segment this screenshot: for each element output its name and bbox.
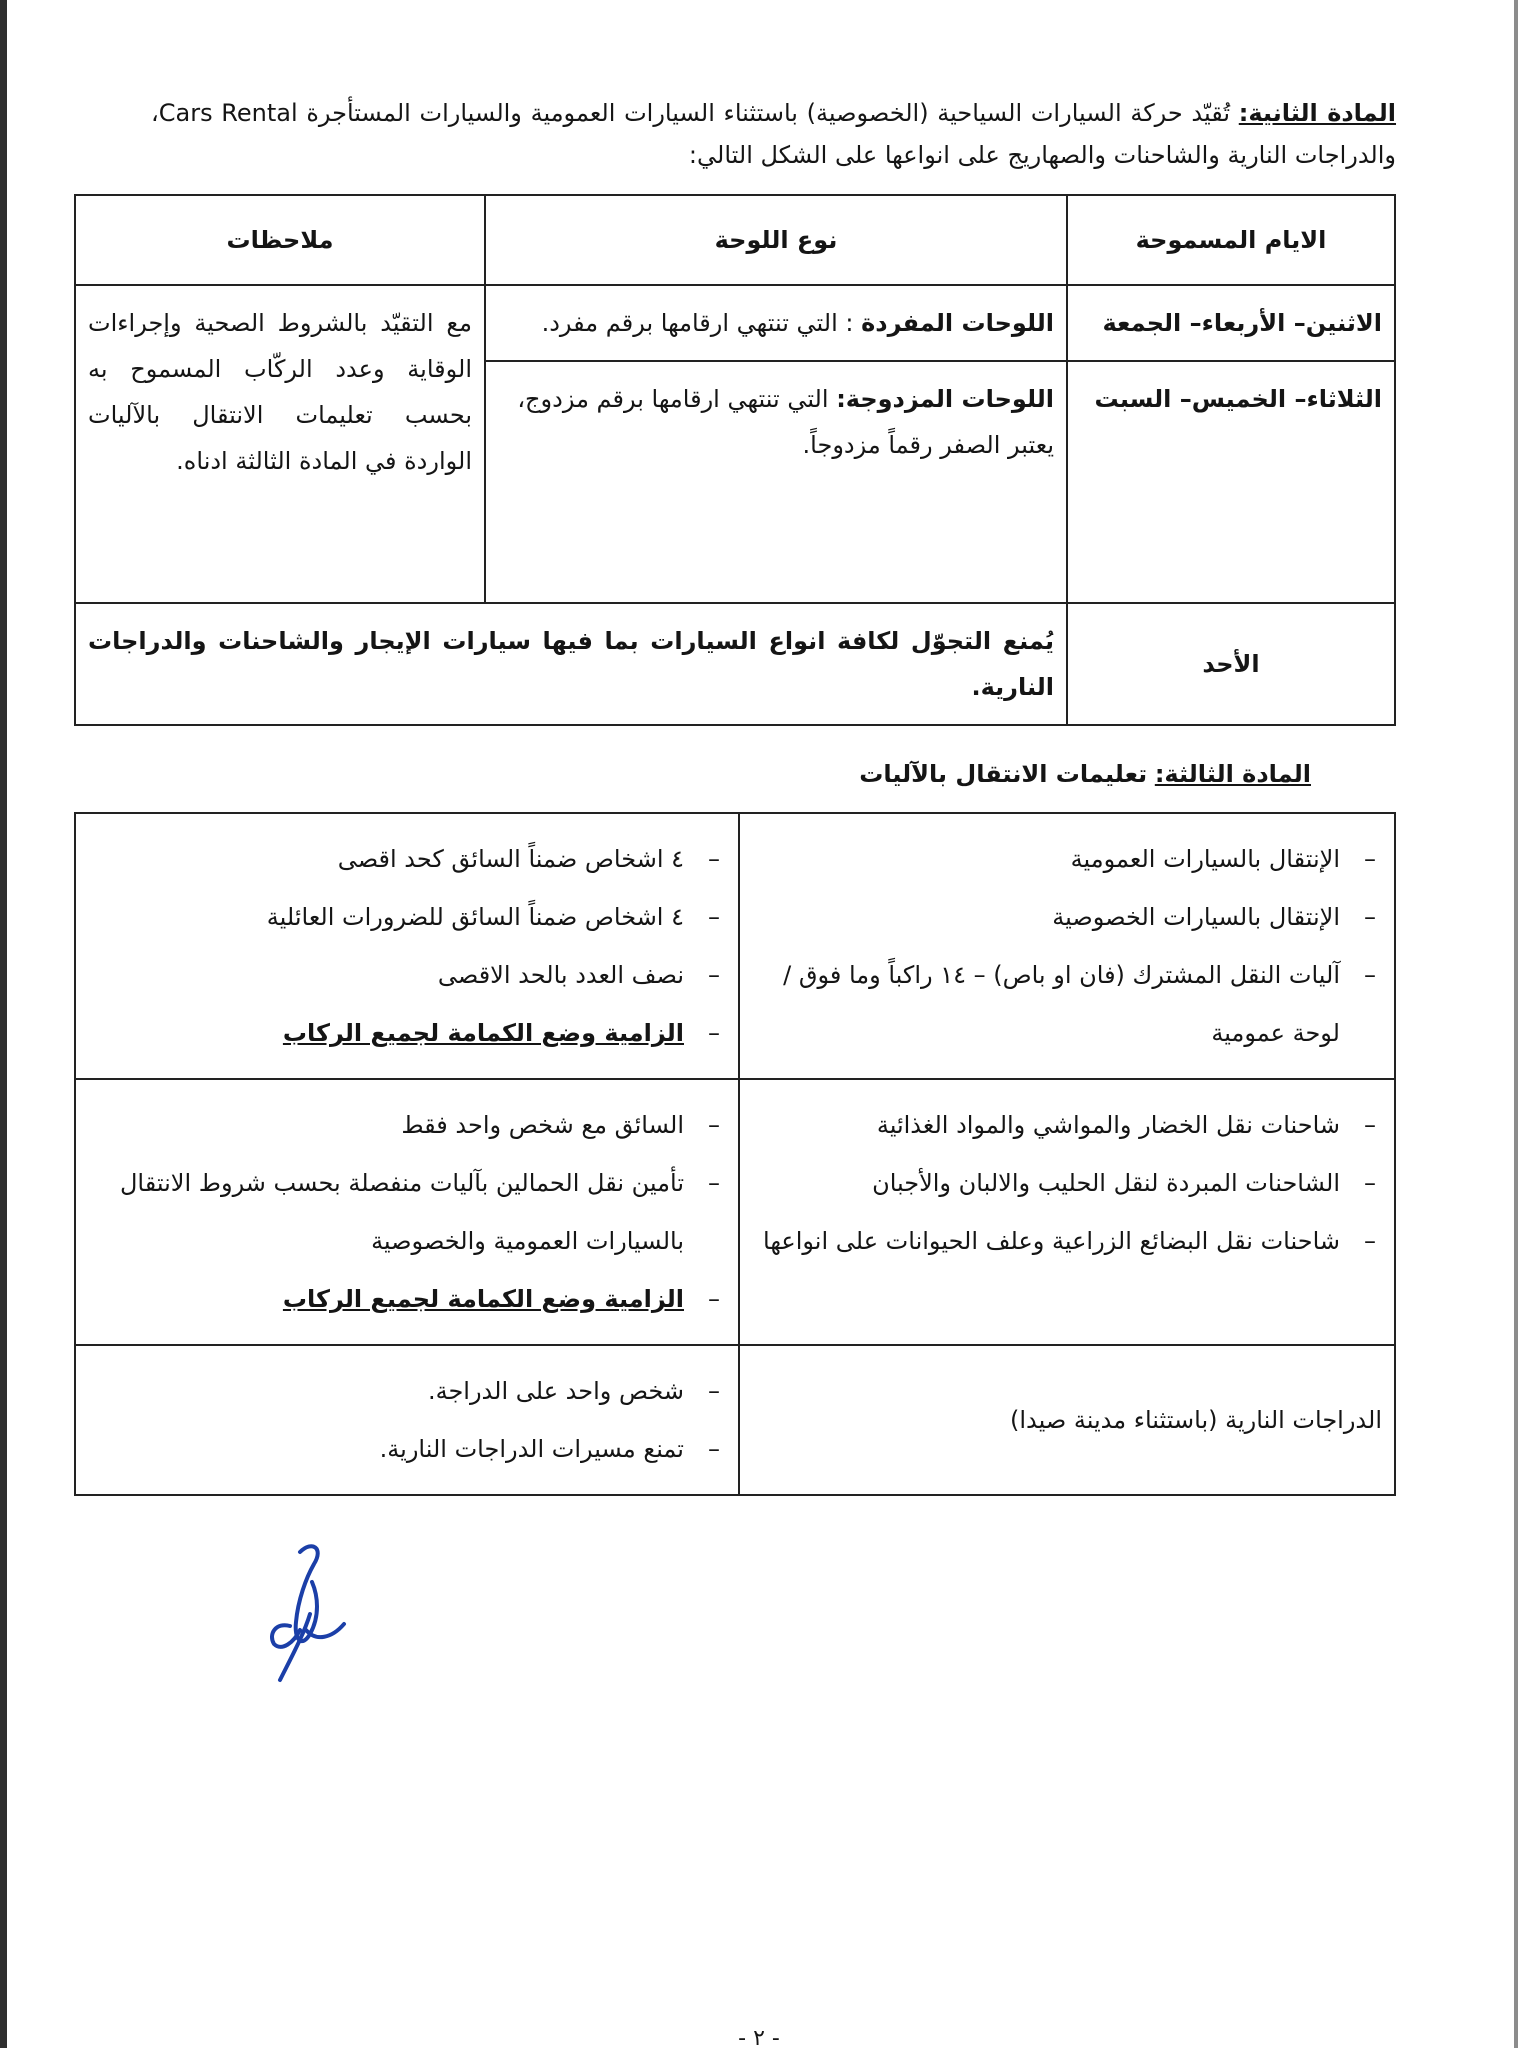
list-item: – الشاحنات المبردة لنقل الحليب والالبان والأجبان <box>872 1169 1376 1197</box>
signature-image <box>240 1530 360 1690</box>
header-notes: ملاحظات <box>75 195 485 285</box>
schedule-row-sunday <box>75 603 1395 725</box>
document-page <box>76 92 1396 1496</box>
days-odd: الاثنين– الأربعاء– الجمعة <box>1067 285 1395 361</box>
list-item: – الزامية وضع الكمامة لجميع الركاب <box>282 1019 720 1047</box>
plate-even-label: اللوحات المزدوجة: <box>836 385 1054 413</box>
list-item: – السائق مع شخص واحد فقط <box>401 1111 720 1139</box>
days-even: الثلاثاء– الخميس– السبت <box>1067 361 1395 603</box>
list-item: – ٤ اشخاص ضمناً السائق للضرورات العائلية <box>266 903 720 931</box>
article2-text: تُقيّد حركة السيارات السياحية (الخصوصية) باستثناء السيارات العمومية والسيارات المستأجرة <box>306 99 1231 127</box>
scan-edge-left <box>0 0 7 2048</box>
rules-passenger <box>75 813 739 1079</box>
article2-text2: ، والدراجات النارية والشاحنات والصهاريج على انواعها على الشكل التالي: <box>151 99 1396 169</box>
list-item: – شاحنات نقل الخضار والمواشي والمواد الغذائية <box>876 1111 1376 1139</box>
article2-rental-en: Cars Rental <box>158 99 298 127</box>
list-item: – الإنتقال بالسيارات العمومية <box>1070 845 1376 873</box>
schedule-table <box>74 194 1396 726</box>
vehicles-motorcycles: الدراجات النارية (باستثناء مدينة صيدا) <box>739 1345 1395 1495</box>
schedule-header-row <box>75 195 1395 285</box>
list-item: – تمنع مسيرات الدراجات النارية. <box>379 1435 720 1463</box>
article3-heading <box>76 754 1396 794</box>
rules-row-motorcycles <box>75 1345 1395 1495</box>
rules-row-trucks <box>75 1079 1395 1345</box>
page-number: - ٢ - <box>738 2026 780 2051</box>
list-item: – تأمين نقل الحمالين بآليات منفصلة بحسب شروط الانتقال بالسيارات العمومية والخصوصية <box>119 1169 720 1255</box>
notes-cell: مع التقيّد بالشروط الصحية وإجراءات الوقاية وعدد الركّاب المسموح به بحسب تعليمات الانتقال بالآليات الواردة في المادة الثالثة ادناه. <box>75 285 485 603</box>
scan-edge-right <box>1514 0 1518 2048</box>
header-allowed-days: الايام المسموحة <box>1067 195 1395 285</box>
vehicles-trucks <box>739 1079 1395 1345</box>
article3-title: تعليمات الانتقال بالآليات <box>859 760 1148 788</box>
article2-paragraph <box>151 92 1396 176</box>
sunday-text: يُمنع التجوّل لكافة انواع السيارات بما فيها سيارات الإيجار والشاحنات والدراجات النارية. <box>75 603 1067 725</box>
list-item: – الإنتقال بالسيارات الخصوصية <box>1052 903 1376 931</box>
plate-odd-label: اللوحات المفردة <box>861 309 1054 337</box>
rules-row-passenger <box>75 813 1395 1079</box>
plate-odd-text: : التي تنتهي ارقامها برقم مفرد. <box>541 309 854 337</box>
list-item: – شاحنات نقل البضائع الزراعية وعلف الحيوانات على انواعها <box>763 1227 1376 1255</box>
schedule-row-odd <box>75 285 1395 361</box>
rules-motorcycles <box>75 1345 739 1495</box>
sunday-day: الأحد <box>1067 603 1395 725</box>
list-item: – آليات النقل المشترك (فان او باص) – ١٤ راكباً وما فوق / لوحة عمومية <box>783 961 1376 1047</box>
plate-odd <box>485 285 1067 361</box>
plate-even-text: التي تنتهي ارقامها برقم مزدوج، يعتبر الصفر رقماً مزدوجاً. <box>517 385 1054 459</box>
list-item: – شخص واحد على الدراجة. <box>427 1377 720 1405</box>
list-item: – ٤ اشخاص ضمناً السائق كحد اقصى <box>337 845 720 873</box>
vehicles-passenger <box>739 813 1395 1079</box>
plate-even <box>485 361 1067 603</box>
list-item: – الزامية وضع الكمامة لجميع الركاب <box>282 1285 720 1313</box>
article2-label: المادة الثانية: <box>1238 99 1397 127</box>
article3-label: المادة الثالثة: <box>1154 760 1311 788</box>
header-plate-type: نوع اللوحة <box>485 195 1067 285</box>
rules-trucks <box>75 1079 739 1345</box>
list-item: – نصف العدد بالحد الاقصى <box>437 961 720 989</box>
vehicle-rules-table <box>74 812 1396 1496</box>
